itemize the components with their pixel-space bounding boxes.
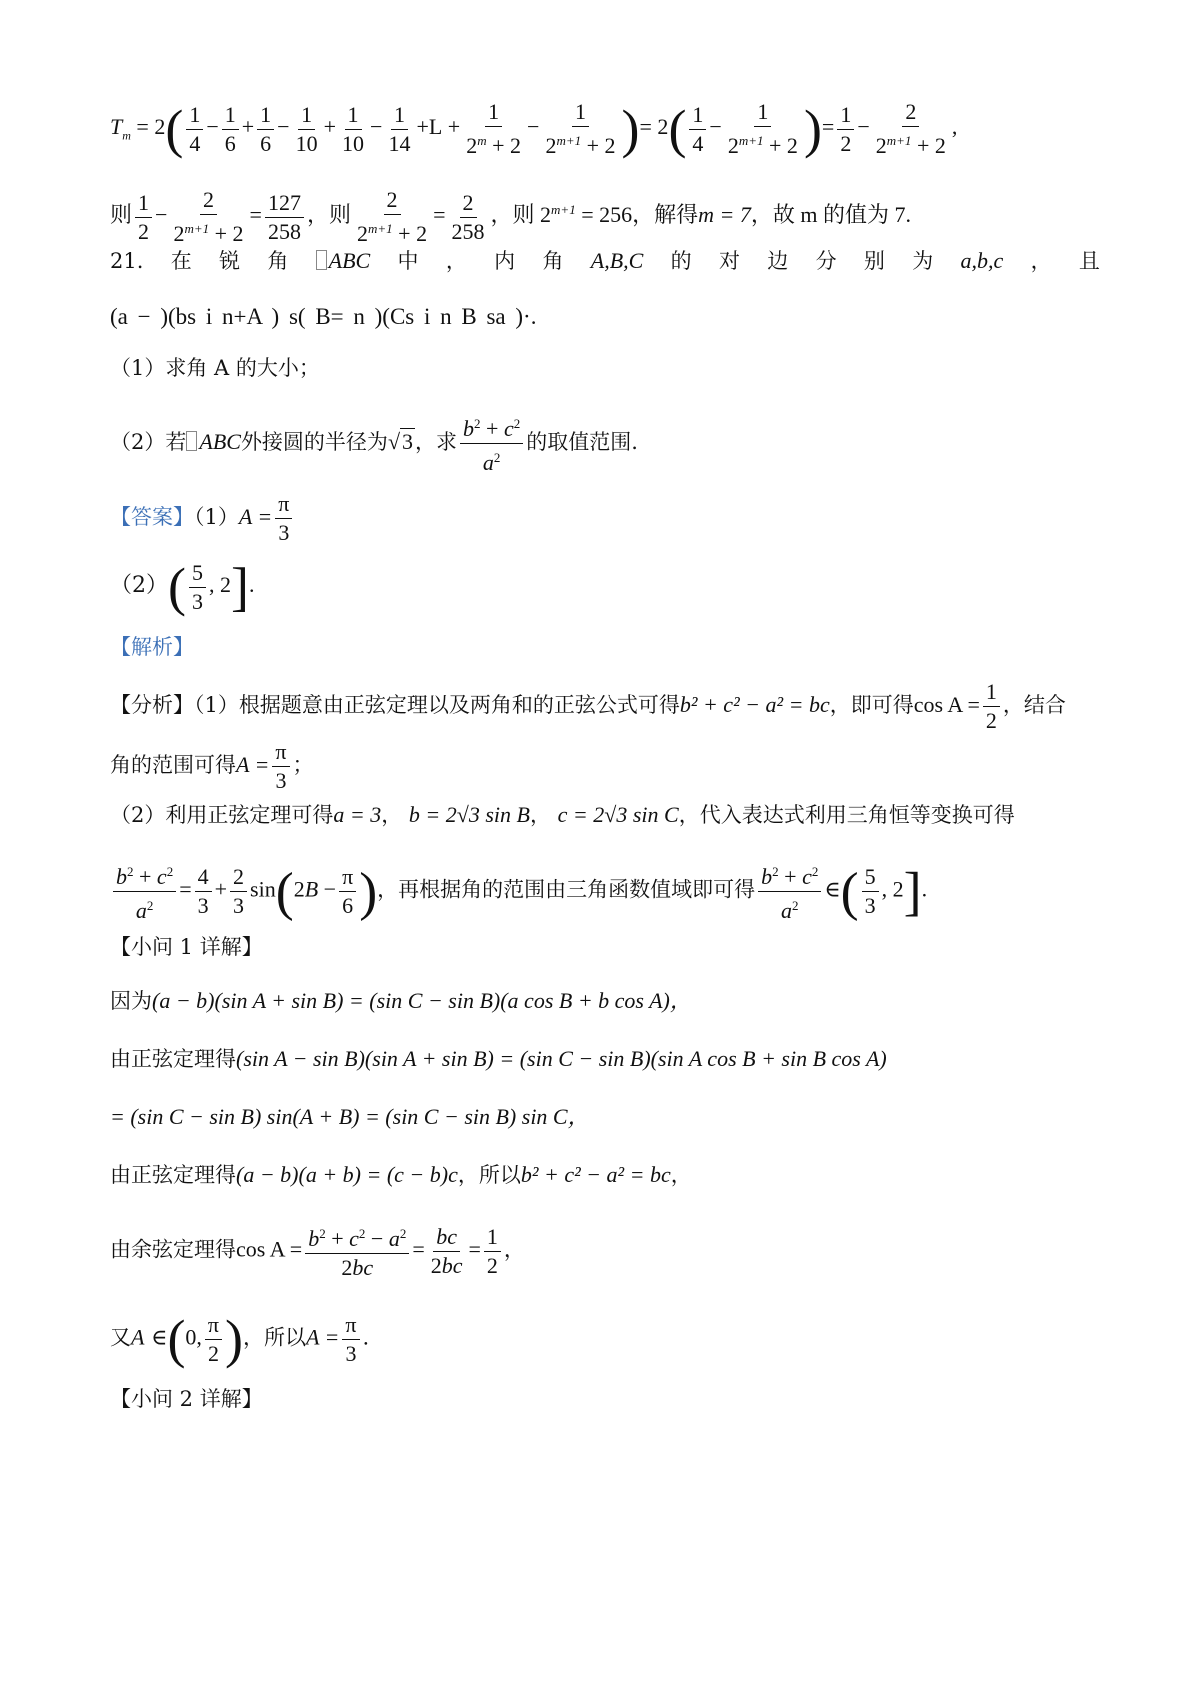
answer-part-2: （2）( $\frac{5}{3}$ , 2].: [110, 557, 255, 617]
analysis-label: 【解析】: [110, 635, 194, 659]
fenxi-line-1: 【分析】（1）根据题意由正弦定理以及两角和的正弦公式可得b² + c² − a² = bc，即可得cos A = $\frac{1}{2}$ ，结合: [110, 679, 1066, 733]
solve-m-line: 则 $\frac{1}{2}$ − $\frac{2}{2^{m+1} + 2}$ = $\frac{127}{258}$ ，则 $\frac{2}{2^{m+1} + 2}$ = $\frac{2}{258}$ ，则 $2^{m+1} = 256$，解得m = 7，故 m 的值为 7.: [110, 187, 912, 246]
fenxi-line-2: 角的范围可得A = $\frac{\pi}{3}$ ；: [110, 739, 314, 793]
tm-equals-two: = 2: [136, 114, 166, 140]
question-1: （1）求角 A 的大小；: [110, 356, 320, 380]
problem-21-statement: 21. 在 锐 角 ABC 中 ， 内 角 A,B,C 的 对 边 分 别 为 a,b,c ， 且: [110, 246, 1100, 276]
step-3: = (sin C − sin B) sin(A + B) = (sin C − sin B) sin C，: [110, 1104, 590, 1129]
sub-question-2-label: 【小问 2 详解】: [110, 1387, 263, 1411]
fenxi-line-3: （2）利用正弦定理可得a = 3， b = 2√3 sin B， c = 2√3 sin C，代入表达式利用三角恒等变换可得: [110, 802, 1015, 827]
step-1: 因为(a − b)(sin A + sin B) = (sin C − sin B)(a cos B + b cos A)，: [110, 988, 692, 1013]
question-2: （2）若 ABC外接圆的半径为√3，求 $\frac{b^2 + c^2}{a^2}$ 的取值范围.: [110, 412, 638, 475]
step-5: 由余弦定理得cos A = $\frac{b^2 + c^2 - a^2}{2bc}$ = $\frac{bc}{2bc}$ = $\frac{1}{2}$ ，: [110, 1223, 525, 1280]
answer-part-1: 【答案】（1）A = $\frac{\pi}{3}$: [110, 492, 295, 545]
step-6: 又A ∈(0, $\frac{\pi}{2}$ )，所以A = $\frac{\pi}{3}$ .: [110, 1309, 370, 1369]
step-4: 由正弦定理得(a − b)(a + b) = (c − b)c，所以b² + c² − a² = bc，: [110, 1162, 692, 1187]
tm-expression: $T_m = 2$( $\frac{1}{4}$ − $\frac{1}{6}$ + $\frac{1}{6}$ − $\frac{1}{10}$ + $\frac{1}{10}$ − $\frac{1}{14}$ +L + $\frac{1}{2^m + 2}$ − $\frac{1}{2^{m+1} + 2}$ )= 2( $\frac{1}{4}$ − $\frac{1}{2^{m+1} + 2}$ )= $\frac{1}{2}$ − $\frac{2}{2^{m+1} + 2}$ ,: [110, 99, 958, 159]
sub-question-1-label: 【小问 1 详解】: [110, 935, 263, 959]
problem-condition: (a − )(bs i n+A ) s( B= n )(Cs i n B sa )·.: [110, 304, 537, 329]
step-2: 由正弦定理得(sin A − sin B)(sin A + sin B) = (sin C − sin B)(sin A cos B + sin B cos A): [110, 1046, 887, 1071]
answer-label: 【答案】: [110, 505, 194, 529]
m-value: m = 7: [698, 202, 751, 228]
tm-symbol: $T_m$: [110, 114, 131, 143]
then-text: 则: [110, 202, 133, 228]
fenxi-line-4: $\frac{b^2 + c^2}{a^2}$ = $\frac{4}{3}$ + $\frac{2}{3}$ sin(2B − $\frac{\pi}{6}$ )，再根据角的范围由三角函数值域即可得 $\frac{b^2 + c^2}{a^2}$ ∈( $\frac{5}{3}$ , 2].: [110, 860, 927, 923]
problem-number: 21.: [110, 249, 144, 273]
